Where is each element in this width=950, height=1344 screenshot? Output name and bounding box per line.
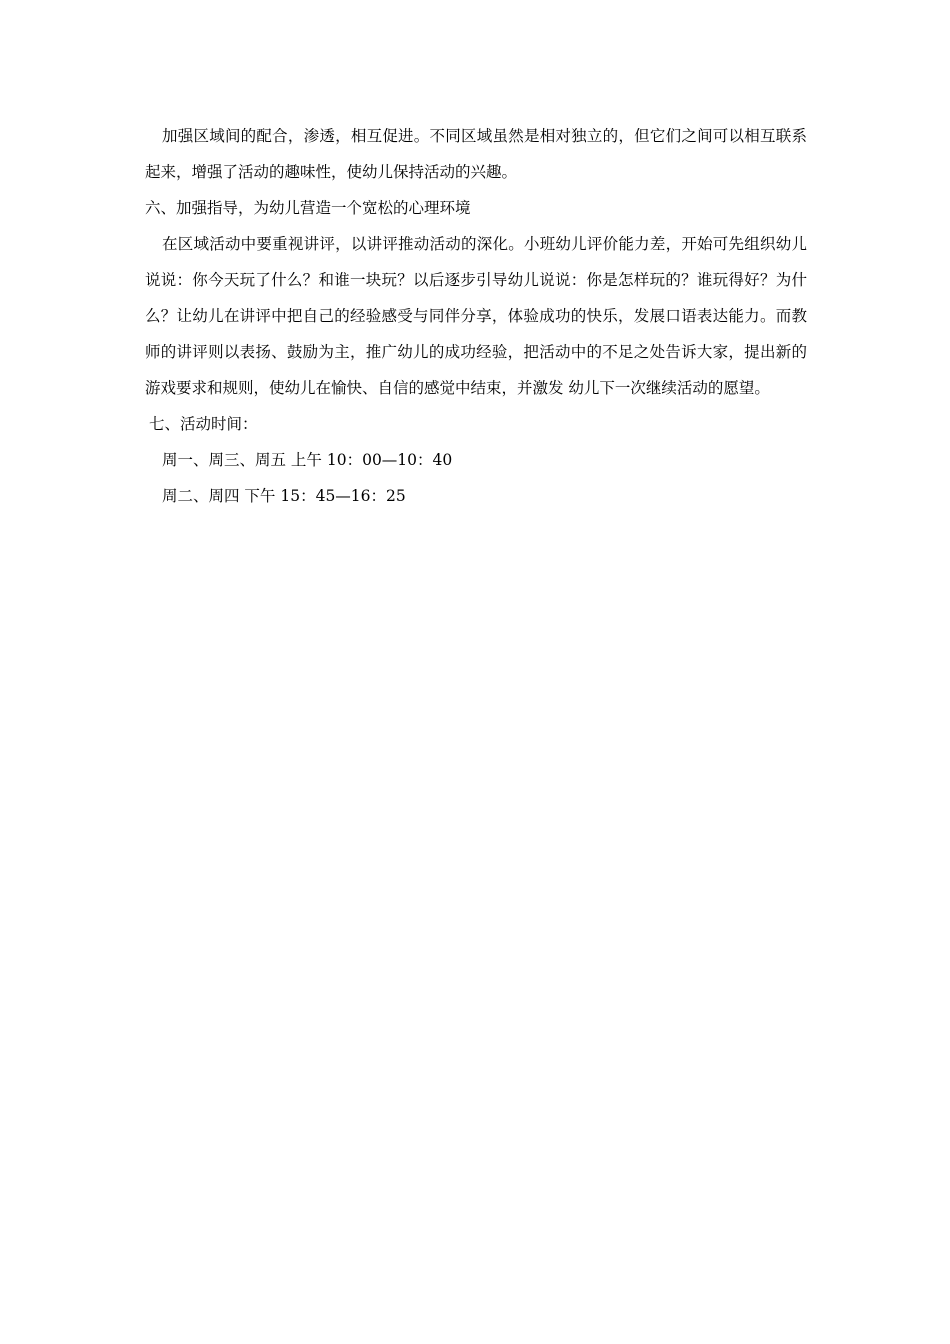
section-heading-guidance: 六、加强指导，为幼儿营造一个宽松的心理环境 xyxy=(145,199,471,217)
schedule-line-mon-wed-fri: 周一、周三、周五 上午 10：00—10：40 xyxy=(162,451,453,469)
section-heading-activity-time: 七、活动时间： xyxy=(149,415,258,433)
paragraph-region-cooperation: 加强区域间的配合，渗透，相互促进。不同区域虽然是相对独立的，但它们之间可以相互联系起来，增强了活动的趣味性，使幼儿保持活动的兴趣。 xyxy=(145,127,807,181)
paragraph-evaluation: 在区域活动中要重视讲评，以讲评推动活动的深化。小班幼儿评价能力差，开始可先组织幼儿说说：你今天玩了什么？和谁一块玩？以后逐步引导幼儿说说：你是怎样玩的？谁玩得好？为什么？让幼儿在讲评中把自己的经验感受与同伴分享，体验成功的快乐，发展口语表达能力。而教师的讲评则以表扬、鼓励为主，推广幼儿的成功经验，把活动中的不足之处告诉大家，提出新的游戏要求和规则，使幼儿在愉快、自信的感觉中结束，并激发 幼儿下一次继续活动的愿望。 xyxy=(145,235,807,397)
document-body xyxy=(145,118,807,514)
schedule-line-tue-thu: 周二、周四 下午 15：45—16：25 xyxy=(162,487,406,505)
